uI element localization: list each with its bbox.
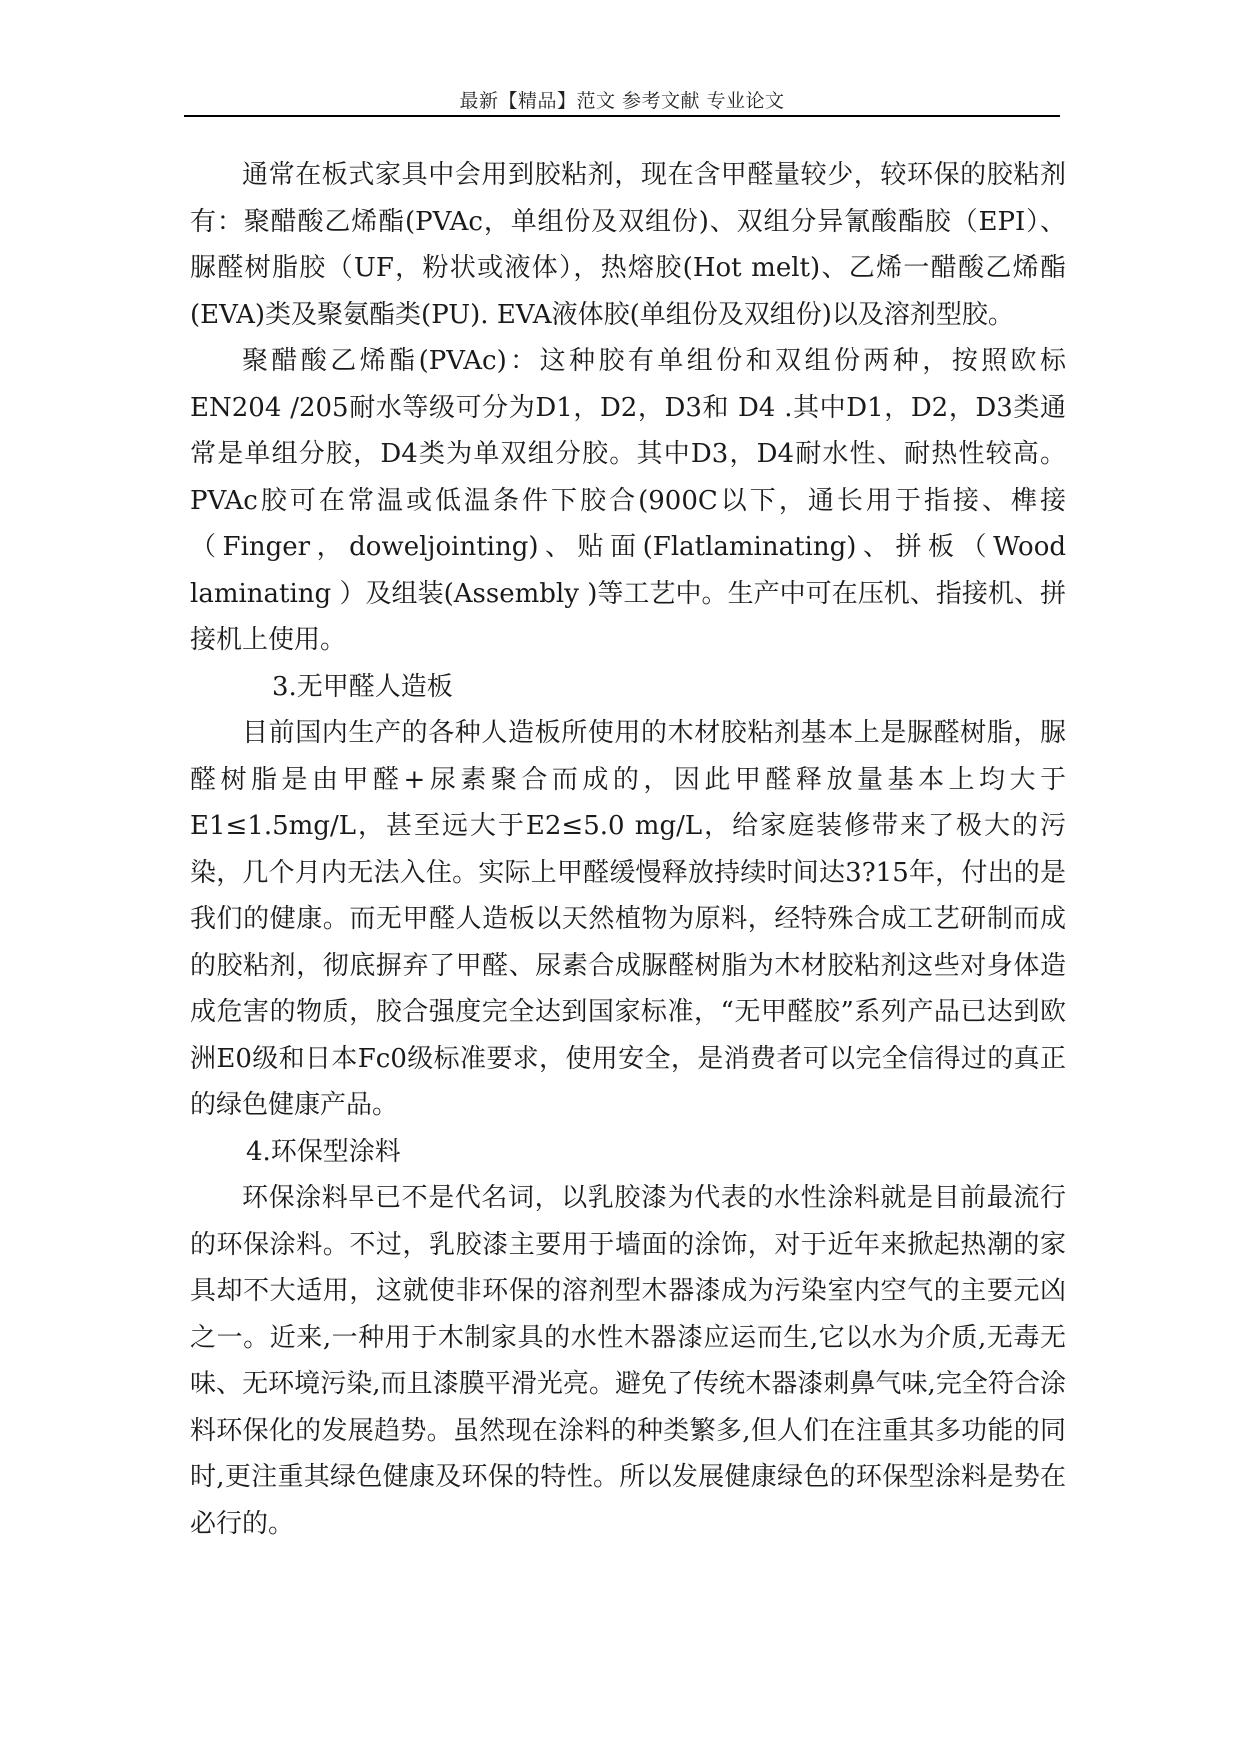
- section-heading-4: 4.环保型涂料: [246, 1136, 401, 1167]
- document-body: [190, 152, 1066, 1547]
- paragraph-formaldehyde-free-board: 目前国内生产的各种人造板所使用的木材胶粘剂基本上是脲醛树脂，脲醛树脂是由甲醛+尿素聚合而成的，因此甲醛释放量基本上均大于E1≤1.5mg/L，甚至远大于E2≤5.0 mg/L，给家庭装修带来了极大的污染，几个月内无法入住。实际上甲醛缓慢释放持续时间达3?15年，付出的是我们的健康。而无甲醛人造板以天然植物为原料，经特殊合成工艺研制而成的胶粘剂，彻底摒弃了甲醛、尿素合成脲醛树脂为木材胶粘剂这些对身体造成危害的物质，胶合强度完全达到国家标准，“无甲醛胶”系列产品已达到欧洲E0级和日本Fc0级标准要求，使用安全，是消费者可以完全信得过的真正的绿色健康产品。: [190, 718, 1066, 1120]
- page-header: 最新【精品】范文 参考文献 专业论文: [459, 90, 785, 112]
- paragraph-adhesives: 通常在板式家具中会用到胶粘剂，现在含甲醛量较少，较环保的胶粘剂有：聚醋酸乙烯酯(PVAc，单组份及双组份)、双组分异氰酸酯胶（EPI）、 脲醛树脂胶（UF，粉状或液体），热熔胶(Hot melt)、乙烯一醋酸乙烯酯(EVA)类及聚氨酯类(PU). EVA液体胶(单组份及双组份)以及溶剂型胶。: [190, 160, 1066, 330]
- section-heading-3: 3.无甲醛人造板: [272, 671, 453, 702]
- header-divider: [184, 115, 1060, 117]
- paragraph-eco-coatings: 环保涂料早已不是代名词，以乳胶漆为代表的水性涂料就是目前最流行的环保涂料。不过，乳胶漆主要用于墙面的涂饰，对于近年来掀起热潮的家具却不大适用，这就使非环保的溶剂型木器漆成为污染室内空气的主要元凶之一。近来,一种用于木制家具的水性木器漆应运而生,它以水为介质,无毒无味、无环境污染,而且漆膜平滑光亮。避免了传统木器漆刺鼻气味,完全符合涂料环保化的发展趋势。虽然现在涂料的种类繁多,但人们在注重其多功能的同时,更注重其绿色健康及环保的特性。所以发展健康绿色的环保型涂料是势在必行的。: [190, 1183, 1066, 1539]
- paragraph-pvac: 聚醋酸乙烯酯(PVAc)：这种胶有单组份和双组份两种，按照欧标EN204 /205耐水等级可分为D1，D2，D3和 D4 .其中D1，D2，D3类通常是单组分胶，D4类为单双组分胶。其中D3，D4耐水性、耐热性较高。PVAc胶可在常温或低温条件下胶合(900C以下，通长用于指接、榫接（Finger，doweljointing)、贴面(Flatlaminating)、拼板（Wood laminating ）及组装(Assembly )等工艺中。生产中可在压机、指接机、拼接机上使用。: [190, 346, 1066, 655]
